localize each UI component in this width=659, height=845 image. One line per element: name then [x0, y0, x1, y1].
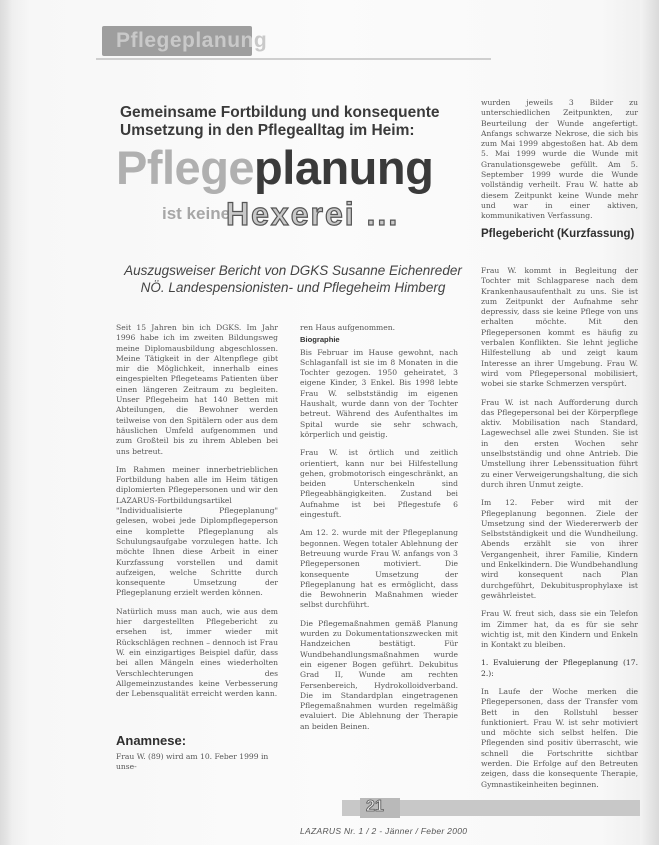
column-2 [300, 323, 458, 740]
anamnese-text: Frau W. (89) wird am 10. Feber 1999 in unse- [116, 752, 269, 772]
paragraph: Frau W. freut sich, dass sie ein Telefon im Zimmer hat, da es für sie sehr wichtig ist, mit den Kindern und Enkeln in Kontakt zu bleiben. [481, 609, 638, 650]
paragraph: Die Pflegemaßnahmen gemäß Planung wurden zu Dokumentationszwecken mit Handzeichen bestätigt. Für Wundbehandlungsmaßnahmen wurde ein eigener Bogen geführt. Dekubitus Grad II, Wunde am rechten Fersenbereich, Hydrokolloidverband. Die im Standardplan eingetragenen Pflegemaßnahmen wurden regelmäßig evaluiert. Die Ablehnung der Therapie an beiden Beinen. [300, 618, 458, 731]
title-part-2: planung [254, 141, 434, 194]
section-tab [102, 26, 268, 56]
column-3-top [481, 98, 638, 230]
header-rule [96, 58, 491, 60]
paragraph: Bis Februar im Hause gewohnt, nach Schlaganfall ist sie im 8 Monaten in die Tochter gezogen. 1950 geheiratet, 3 eigene Kinder, 3 Enkel. Bis 1998 lebte Frau W. selbstständig im eigenen Haushalt, wurde dann von der Tochter betreut. Während des Aufenthaltes im Spital wurde sie sehr schwach, körperlich und geistig. [300, 347, 458, 439]
section-label: Pflegeplanung [116, 29, 268, 52]
page-number-box [360, 798, 400, 818]
paragraph: Im 12. Feber wird mit der Pflegeplanung begonnen. Ziele der Umsetzung sind der Wiedererwerb der Selbstständigkeit und die Wundheilung. Abends erzählt sie von ihrer Vergangenheit, ihrer Familie, Kindern und Enkelkindern. Die Wundbehandlung wird konsequent nach Plan durchgeführt, Dekubitusprophylaxe ist gewährleistet. [481, 498, 638, 600]
paragraph: Seit 15 Jahren bin ich DGKS. Im Jahr 1996 habe ich im zweiten Bildungsweg meine Diplomausbildung abgeschlossen. Meine Tätigkeit in der Altenpflege gibt mir die Möglichkeit, innerhalb eines eingespielten Pflegeteams Patienten über einen längeren Zeitraum zu begleiten. Unser Pflegeheim hat 140 Betten mit Abteilungen, die Bewohner werden teilweise von den Spitälern oder aus dem häuslichen Umfeld aufgenommen und zum Großteil bis zu ihrem Ableben bei uns betreut. [116, 323, 278, 456]
paragraph: Frau W. ist örtlich und zeitlich orientiert, kann nur bei Hilfestellung gehen, grobmotorisch eingeschränkt, an beiden Unterschenkeln sind Pflegeabhängigkeiten. Zustand bei Aufnahme ist bei Pflegestufe 6 eingestuft. [300, 448, 458, 520]
paragraph: In Laufe der Woche merken die Pflegepersonen, dass der Transfer vom Bett in den Rollstuhl besser funktioniert. Frau W. ist sehr motiviert und möchte sich selbst helfen. Die Pflegenden sind positiv überrascht, wie schnell die Fortschritte sichtbar werden. Die Erfolge auf den Betreuten zeigen, dass die konsequente Therapie, Gymnastikeinheiten beginnen. [481, 686, 638, 789]
column-3-bottom [481, 266, 638, 798]
paragraph: wurden jeweils 3 Bilder zu unterschiedlichen Zeitpunkten, zur Beurteilung der Wunde angefertigt. Anfangs schwarze Nekrose, die sich bis zum Mai 1999 abgestoßen hat. Ab dem 5. Mai 1999 wurde die Wunde mit Granulationsgewebe gefüllt. Am 5. September 1999 wurde die Wunde vollständig verheilt. Frau W. hatte ab diesem Zeitpunkt keine Wunde mehr und war in einer aktiven, kommunikativen Verfassung. [481, 98, 638, 221]
paragraph: ren Haus aufgenommen. [300, 323, 396, 332]
evaluation-heading: 1. Evaluierung der Pflegeplanung (17. 2.): [481, 658, 638, 678]
subtitle-part-1: ist keine [162, 204, 231, 223]
column-1 [116, 323, 278, 707]
title-part-1: Pflege [116, 141, 255, 194]
subtitle-part-2: Hexerei ... [226, 196, 400, 232]
article-kicker: Gemeinsame Fortbildung und konsequente Umsetzung in den Pflegealltag im Heim: [120, 104, 440, 139]
byline-line-1: Auszugsweiser Bericht von DGKS Susanne Eichenreder [124, 263, 462, 278]
paragraph: Frau W. ist nach Aufforderung durch das Pflegepersonal bei der Körperpflege aktiv. Mobilisation nach Standard, Lagewechsel alle zwei Stunden. Sie ist in den ersten Wochen sehr unselbstständig und ohne Antrieb. Die Umstellung ihrer Lebenssituation führt zu einer Verweigerungshaltung, die sich durch ihren Unmut zeigte. [481, 397, 638, 489]
issue-footer: LAZARUS Nr. 1 / 2 - Jänner / Feber 2000 [300, 826, 468, 836]
page-edge-shadow [0, 0, 12, 845]
paragraph: Am 12. 2. wurde mit der Pflegeplanung begonnen. Wegen totaler Ablehnung der Betreuung wurde Frau W. anfangs von 3 Pflegepersonen motiviert. Die konsequente Umsetzung der Pflegeplanung hat es ermöglicht, dass die Bewohnerin Maßnahmen wieder selbst durchführt. [300, 528, 458, 610]
paragraph: Natürlich muss man auch, wie aus dem hier dargestellten Pflegebericht zu ersehen ist, immer wieder mit Rückschlägen rechnen – dennoch ist Frau W. ein einzigartiges Beispiel dafür, dass bei allen Mängeln eines wiederholten Verschlechterungen des Allgemeinzustandes keine Verbesserung der Lebensqualität erreicht werden kann. [116, 606, 278, 699]
byline-line-2: NÖ. Landespensionisten- und Pflegeheim Himberg [140, 280, 446, 295]
page-number: 21 [366, 798, 384, 815]
paragraph: Im Rahmen meiner innerbetrieblichen Fortbildung haben alle im Heim tätigen diplomierten Pflegepersonen und wir den LAZARUS-Fortbildungsartikel "Individualisierte Pflegeplanung" gelesen, wobei jede Diplompflegeperson eine komplette Pflegeplanung als Schulungsaufgabe vorzulegen hatte. Ich möchte Ihnen diese Arbeit in einer Kurzfassung vorstellen und damit aufzeigen, welche Schritte durch konsequente Umsetzung der Pflegeplanung erzielt werden können. [116, 464, 278, 598]
paragraph: Frau W. kommt in Begleitung der Tochter mit Schlagparese nach dem Krankenhausaufenthalt zu uns. Sie ist zum Zeitpunkt der Aufnahme sehr depressiv, dass sie keine Pflege von uns erhalten möchte. Mit den Pflegepersonen kommt es häufig zu verbalen Konflikten. Sie lehnt jegliche Hilfestellung ab und zeigt kaum Interesse an ihrer Umgebung. Frau W. wird vom Pflegepersonal mobilisiert, wobei sie starke Schmerzen verspürt. [481, 266, 638, 389]
anamnese-heading: Anamnese: [116, 733, 187, 748]
subheading-biographie: Biographie [300, 335, 340, 345]
byline [118, 262, 468, 296]
pflegebericht-heading: Pflegebericht (Kurzfassung) [481, 228, 635, 240]
article-title [116, 142, 433, 194]
